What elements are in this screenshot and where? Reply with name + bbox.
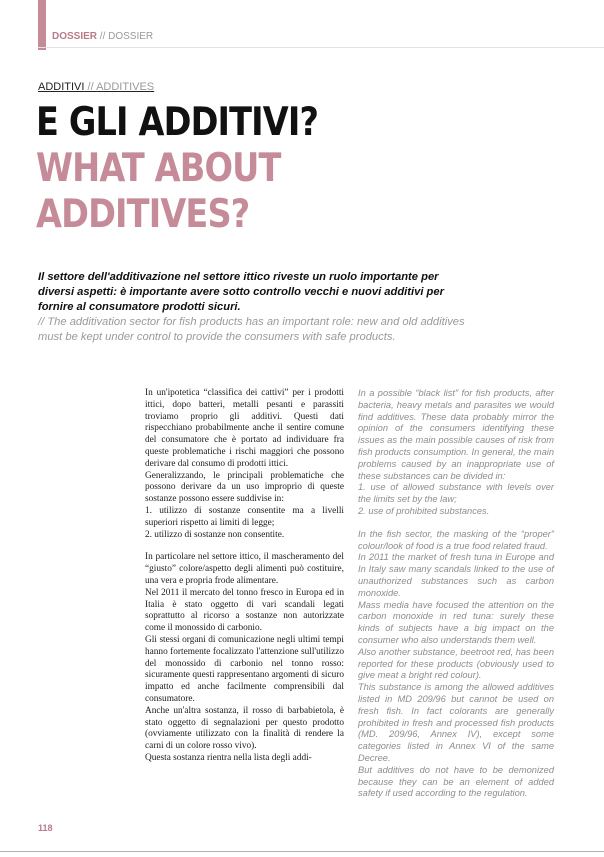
body-column-english bbox=[358, 388, 554, 800]
title-english-line-2: ADDITIVES? bbox=[36, 192, 250, 237]
paragraph: In un'ipotetica “classifica dei cattivi” per i prodotti ittici, dopo batteri, metalli pesanti e parassiti troviamo proprio gli additivi. Questi dati rispecchiano probabilmente anche il sentire comune del consumatore che è portato ad individuare fra queste problematiche i rischi maggiori che possono derivare dal consumo di prodotti ittici. bbox=[145, 388, 344, 469]
accent-bar bbox=[38, 0, 46, 50]
list-item: 2. use of prohibited substances. bbox=[358, 505, 490, 516]
paragraph: Gli stessi organi di comunicazione negli ultimi tempi hanno fortemente focalizzato l'attenzione sull'utilizzo del monossido di carbonio nel tonno rosso: sicuramente questi rappresentano argomenti di sicuro impatto ed anche facilmente comprensibili dal consumatore. bbox=[145, 634, 344, 704]
paragraph: But additives do not have to be demonized because they can be an element of added safety if used according to the regulation. bbox=[358, 764, 554, 799]
section-tag bbox=[38, 81, 154, 93]
article-lead bbox=[38, 270, 468, 345]
paragraph: In a possible “black list” for fish products, after bacteria, heavy metals and parasites we would find additives. These data probably mirror the opinion of the consumers identifying these issues as the main possible causes of risk from fish products consumption. In general, the main problems caused by an inappropriate use of these substances can be divided in: bbox=[358, 388, 554, 481]
section-tag-en: ADDITIVES bbox=[96, 81, 155, 93]
section-tag-it: ADDITIVI bbox=[38, 81, 85, 93]
list-item: 2. utilizzo di sostanze non consentite. bbox=[145, 529, 285, 540]
header-divider bbox=[38, 47, 604, 48]
lead-italian: Il settore dell'additivazione nel settore ittico riveste un ruolo importante per diversi aspetti: è importante avere sotto controllo vecchi e nuovi additivi per fornire al consumatore prodotti sicuri. bbox=[38, 271, 444, 313]
title-italian: E GLI ADDITIVI? bbox=[36, 100, 319, 145]
paragraph: In particolare nel settore ittico, il mascheramento del “giusto” colore/aspetto degli alimenti può costituire, una vera e propria frode alimentare. bbox=[145, 552, 344, 586]
bottom-divider bbox=[0, 851, 604, 852]
lead-english: // The additivation sector for fish products has an important role: new and old additives must be kept under control to provide the consumers with safe products. bbox=[38, 316, 465, 343]
paragraph: In 2011 the market of fresh tuna in Europe and In Italy saw many scandals linked to the use of unauthorized substances such as carbon monoxide. bbox=[358, 552, 554, 598]
paragraph: Anche un'altra sostanza, il rosso di barbabietola, è stato oggetto di segnalazioni per questo prodotto (ovviamente utilizzato con la finalità di rendere la carni di un colore rosso vivo). bbox=[145, 705, 344, 752]
paragraph: Mass media have focused the attention on the carbon monoxide in red tuna: surely these kinds of subjects have a big impact on the consumer who also understands them well. bbox=[358, 599, 554, 645]
page-number: 118 bbox=[38, 823, 53, 833]
list-item: 1. use of allowed substance with levels over the limits set by the law; bbox=[358, 482, 554, 505]
list-item: 1. utilizzo di sostanze consentite ma a livelli superiori rispetto ai limiti di legge; bbox=[145, 505, 344, 528]
paragraph: This substance is among the allowed additives listed in MD 209/96 but cannot be used on fresh fish. In fact colorants are generally prohibited in fresh and processed fish products (MD. 209/96, Annex IV), except some categories listed in Annex VI of the same Decree. bbox=[358, 682, 554, 763]
running-header bbox=[52, 31, 153, 42]
section-tag-separator: // bbox=[84, 81, 97, 93]
article-title bbox=[36, 100, 318, 238]
paragraph: Nel 2011 il mercato del tonno fresco in Europa ed in Italia è stato oggetto di vari scandali legati soprattutto al ricorso a sostanze non autorizzate come il monossido di carbonio. bbox=[145, 587, 344, 634]
header-section-en: DOSSIER bbox=[108, 31, 154, 42]
body-column-italian bbox=[145, 388, 344, 765]
paragraph: Generalizzando, le principali problematiche che possono derivare da un uso improprio di queste sostanze possono essere suddivise in: bbox=[145, 470, 344, 505]
title-english-line-1: WHAT ABOUT bbox=[36, 146, 281, 191]
paragraph: In the fish sector, the masking of the “proper” colour/look of food is a true food related fraud. bbox=[358, 528, 554, 551]
paragraph: Also another substance, beetroot red, has been reported for these products (obviously used to give meat a bright red colour). bbox=[358, 646, 554, 681]
paragraph: Questa sostanza rientra nella lista degli addi- bbox=[145, 752, 312, 763]
header-separator: // bbox=[97, 31, 109, 42]
header-section-it: DOSSIER bbox=[52, 31, 98, 42]
